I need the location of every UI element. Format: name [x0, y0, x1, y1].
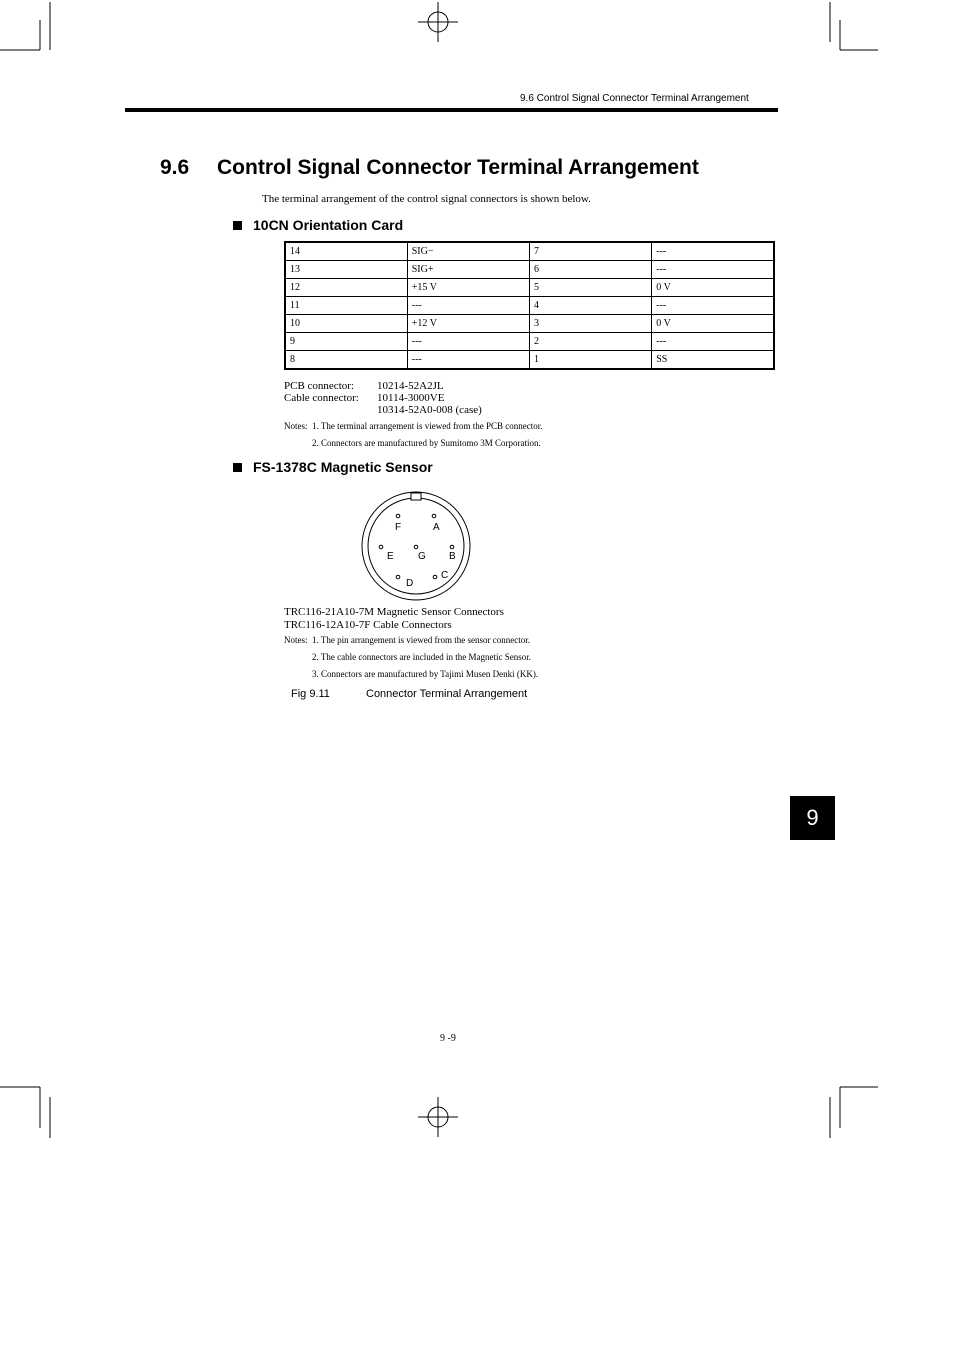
- table-cell: 4: [530, 297, 652, 315]
- table-cell: 9: [285, 333, 407, 351]
- table-cell: 3: [530, 315, 652, 333]
- sensor-connector-diagram: [356, 486, 476, 606]
- table-row: [285, 242, 774, 261]
- table-cell: +15 V: [407, 279, 529, 297]
- bullet-square-icon: [233, 463, 242, 472]
- card-note-1: 1. The terminal arrangement is viewed from the PCB connector.: [312, 421, 543, 431]
- table-cell: SS: [652, 351, 774, 370]
- pin-hole: [396, 514, 400, 518]
- table-cell: ---: [652, 297, 774, 315]
- sensor-heading-text: FS-1378C Magnetic Sensor: [253, 459, 433, 475]
- pin-label-g: G: [418, 551, 426, 562]
- table-cell: 7: [530, 242, 652, 261]
- sensor-connector-1: TRC116-21A10-7M Magnetic Sensor Connectors: [284, 606, 504, 618]
- table-cell: 12: [285, 279, 407, 297]
- header-rule: [125, 108, 778, 112]
- table-cell: 10: [285, 315, 407, 333]
- cable-connector-value: 10114-3000VE: [377, 392, 445, 404]
- sensor-note-3: 3. Connectors are manufactured by Tajimi Musen Denki (KK).: [312, 669, 539, 679]
- figure-number: Fig 9.11: [291, 688, 330, 700]
- pin-label-a: A: [433, 522, 440, 533]
- pin-hole: [396, 575, 400, 579]
- running-header: 9.6 Control Signal Connector Terminal Arrangement: [520, 93, 749, 104]
- pin-label-f: F: [395, 522, 402, 533]
- table-cell: 13: [285, 261, 407, 279]
- table-row: [285, 315, 774, 333]
- table-cell: 14: [285, 242, 407, 261]
- pin-label-b: B: [449, 551, 456, 562]
- pin-label-e: E: [387, 551, 394, 562]
- card-heading: [233, 217, 403, 233]
- pin-hole: [432, 514, 436, 518]
- table-cell: SIG−: [407, 242, 529, 261]
- pin-hole: [379, 545, 383, 549]
- notes-label: Notes:: [284, 421, 308, 431]
- table-cell: ---: [652, 333, 774, 351]
- pin-hole: [433, 575, 437, 579]
- chapter-tab: 9: [790, 796, 835, 840]
- sensor-note-1: 1. The pin arrangement is viewed from the sensor connector.: [312, 635, 531, 645]
- table-cell: +12 V: [407, 315, 529, 333]
- table-cell: 8: [285, 351, 407, 370]
- section-title-text: Control Signal Connector Terminal Arrangement: [217, 156, 699, 179]
- connector-key: [411, 493, 421, 500]
- table-row: [285, 279, 774, 297]
- pin-table: [284, 241, 775, 370]
- table-cell: ---: [407, 297, 529, 315]
- card-note-2: 2. Connectors are manufactured by Sumitomo 3M Corporation.: [312, 438, 541, 448]
- bullet-square-icon: [233, 221, 242, 230]
- sensor-connector-2: TRC116-12A10-7F Cable Connectors: [284, 619, 452, 631]
- pin-hole: [414, 545, 418, 549]
- cable-connector-label: Cable connector:: [284, 392, 359, 404]
- pcb-connector-value: 10214-52A2JL: [377, 380, 444, 392]
- table-cell: ---: [407, 351, 529, 370]
- table-row: [285, 297, 774, 315]
- pin-hole: [450, 545, 454, 549]
- table-cell: SIG+: [407, 261, 529, 279]
- table-cell: ---: [407, 333, 529, 351]
- table-cell: 6: [530, 261, 652, 279]
- table-cell: ---: [652, 242, 774, 261]
- pcb-connector-label: PCB connector:: [284, 380, 354, 392]
- table-cell: 11: [285, 297, 407, 315]
- table-row: [285, 333, 774, 351]
- table-row: [285, 351, 774, 370]
- table-cell: 5: [530, 279, 652, 297]
- pin-label-c: C: [441, 570, 449, 581]
- section-title: [160, 156, 699, 180]
- figure-caption: Connector Terminal Arrangement: [366, 688, 528, 700]
- sensor-note-2: 2. The cable connectors are included in the Magnetic Sensor.: [312, 652, 532, 662]
- table-row: [285, 261, 774, 279]
- card-heading-text: 10CN Orientation Card: [253, 217, 404, 233]
- section-number: 9.6: [160, 156, 190, 179]
- page-number: 9 -9: [440, 1033, 456, 1044]
- intro-text: The terminal arrangement of the control signal connectors is shown below.: [262, 193, 591, 205]
- table-cell: 1: [530, 351, 652, 370]
- table-cell: ---: [652, 261, 774, 279]
- notes-label: Notes:: [284, 635, 308, 645]
- table-cell: 0 V: [652, 279, 774, 297]
- sensor-heading: [233, 459, 433, 475]
- table-cell: 0 V: [652, 315, 774, 333]
- table-cell: 2: [530, 333, 652, 351]
- cable-connector-case: 10314-52A0-008 (case): [377, 404, 482, 416]
- pin-label-d: D: [406, 578, 414, 589]
